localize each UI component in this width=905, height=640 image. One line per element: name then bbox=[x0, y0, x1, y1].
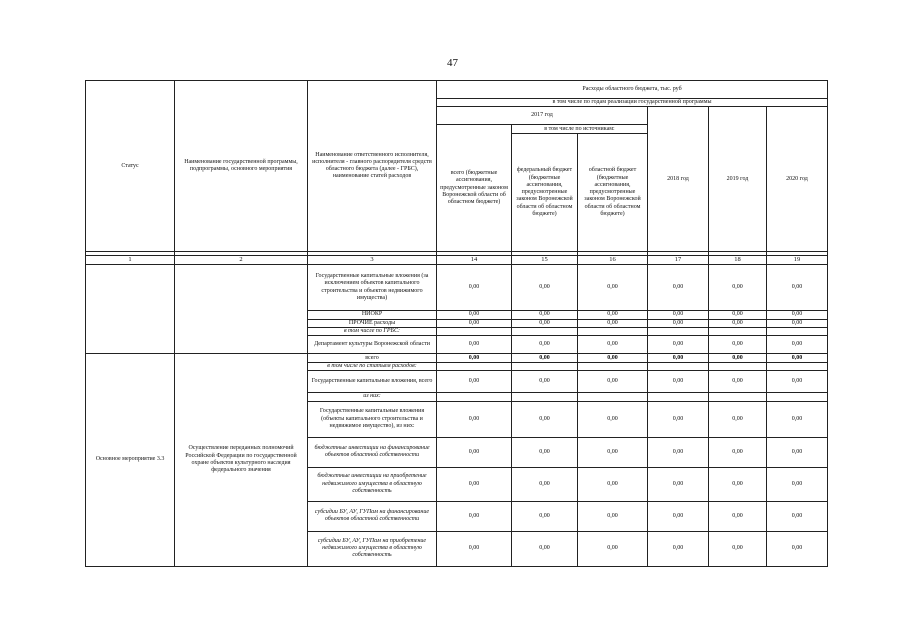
value-cell: 0,00 bbox=[709, 371, 767, 393]
table-row bbox=[86, 354, 828, 363]
value-cell: 0,00 bbox=[437, 336, 512, 354]
value-cell: 0,00 bbox=[578, 531, 648, 566]
value-cell: 0,00 bbox=[767, 311, 828, 319]
column-number: 18 bbox=[709, 256, 767, 265]
value-cell: 0,00 bbox=[578, 437, 648, 467]
value-cell bbox=[767, 393, 828, 401]
value-cell: 0,00 bbox=[709, 401, 767, 437]
value-cell: 0,00 bbox=[578, 319, 648, 327]
header-federal: федеральный бюджет (бюджетные ассигнования, предусмотренные законом Воронежской области об областном бюджете) bbox=[512, 134, 578, 252]
value-cell: 0,00 bbox=[578, 467, 648, 501]
value-cell: 0,00 bbox=[512, 354, 578, 363]
value-cell: 0,00 bbox=[578, 336, 648, 354]
value-cell: 0,00 bbox=[578, 354, 648, 363]
header-year-2017: 2017 год bbox=[437, 107, 648, 125]
value-cell bbox=[437, 363, 512, 371]
header-executor: Наименование ответственного исполнителя, исполнителя - главного распорядителя средств областного бюджета (далее - ГРБС), наименование статей расходов bbox=[308, 81, 437, 252]
column-number: 2 bbox=[175, 256, 308, 265]
budget-table bbox=[85, 80, 828, 567]
event-status: Основное мероприятие 3.3 bbox=[86, 354, 175, 567]
value-cell bbox=[709, 363, 767, 371]
header-year-2018: 2018 год bbox=[648, 107, 709, 252]
value-cell bbox=[767, 363, 828, 371]
value-cell: 0,00 bbox=[437, 371, 512, 393]
expense-item-label: в том числе по статьям расходов: bbox=[308, 363, 437, 371]
value-cell bbox=[512, 393, 578, 401]
value-cell: 0,00 bbox=[648, 531, 709, 566]
value-cell: 0,00 bbox=[512, 437, 578, 467]
header-program-name: Наименование государственной программы, подпрограммы, основного мероприятия bbox=[175, 81, 308, 252]
value-cell: 0,00 bbox=[512, 265, 578, 311]
value-cell: 0,00 bbox=[709, 265, 767, 311]
value-cell: 0,00 bbox=[767, 501, 828, 531]
header-by-years: в том числе по годам реализации государственной программы bbox=[437, 99, 828, 107]
column-number: 15 bbox=[512, 256, 578, 265]
value-cell bbox=[578, 327, 648, 335]
value-cell: 0,00 bbox=[767, 371, 828, 393]
value-cell: 0,00 bbox=[648, 467, 709, 501]
value-cell: 0,00 bbox=[709, 531, 767, 566]
header-expenses: Расходы областного бюджета, тыс. руб bbox=[437, 81, 828, 99]
value-cell: 0,00 bbox=[648, 319, 709, 327]
header-year-2020: 2020 год bbox=[767, 107, 828, 252]
value-cell: 0,00 bbox=[512, 401, 578, 437]
column-number: 16 bbox=[578, 256, 648, 265]
column-number-row bbox=[86, 256, 828, 265]
value-cell bbox=[437, 327, 512, 335]
value-cell: 0,00 bbox=[767, 354, 828, 363]
value-cell: 0,00 bbox=[767, 531, 828, 566]
value-cell: 0,00 bbox=[437, 311, 512, 319]
value-cell: 0,00 bbox=[648, 336, 709, 354]
name-cell-empty bbox=[175, 265, 308, 354]
event-name: Осуществление переданных полномочий Российской Федерации по государственной охране объектов культурного наследия федерального значения bbox=[175, 354, 308, 567]
value-cell: 0,00 bbox=[767, 265, 828, 311]
value-cell: 0,00 bbox=[437, 501, 512, 531]
value-cell: 0,00 bbox=[437, 354, 512, 363]
value-cell: 0,00 bbox=[709, 354, 767, 363]
value-cell bbox=[648, 363, 709, 371]
value-cell bbox=[512, 363, 578, 371]
value-cell: 0,00 bbox=[767, 467, 828, 501]
value-cell: 0,00 bbox=[437, 467, 512, 501]
value-cell: 0,00 bbox=[709, 437, 767, 467]
column-number: 3 bbox=[308, 256, 437, 265]
value-cell bbox=[648, 393, 709, 401]
value-cell: 0,00 bbox=[437, 401, 512, 437]
column-number: 17 bbox=[648, 256, 709, 265]
value-cell: 0,00 bbox=[578, 401, 648, 437]
column-number: 14 bbox=[437, 256, 512, 265]
value-cell: 0,00 bbox=[437, 319, 512, 327]
value-cell: 0,00 bbox=[512, 531, 578, 566]
value-cell: 0,00 bbox=[767, 437, 828, 467]
expense-item-label: НИОКР bbox=[308, 311, 437, 319]
value-cell: 0,00 bbox=[648, 501, 709, 531]
value-cell bbox=[767, 327, 828, 335]
value-cell: 0,00 bbox=[709, 319, 767, 327]
value-cell: 0,00 bbox=[709, 311, 767, 319]
value-cell: 0,00 bbox=[512, 311, 578, 319]
value-cell: 0,00 bbox=[648, 311, 709, 319]
value-cell: 0,00 bbox=[578, 501, 648, 531]
value-cell bbox=[709, 327, 767, 335]
value-cell bbox=[437, 393, 512, 401]
expense-item-label: Государственные капитальные вложения (объекты капитального строительства и недвижимое имущество), из них: bbox=[308, 401, 437, 437]
column-number: 1 bbox=[86, 256, 175, 265]
header-total: всего (бюджетные ассигнования, предусмотренные законом Воронежской области об областном бюджете) bbox=[437, 125, 512, 252]
status-cell-empty bbox=[86, 265, 175, 354]
header-regional: областной бюджет (бюджетные ассигнования, предусмотренные законом Воронежской области об областном бюджете) bbox=[578, 134, 648, 252]
value-cell: 0,00 bbox=[709, 336, 767, 354]
value-cell: 0,00 bbox=[437, 437, 512, 467]
value-cell: 0,00 bbox=[512, 371, 578, 393]
expense-item-label: ПРОЧИЕ расходы bbox=[308, 319, 437, 327]
value-cell: 0,00 bbox=[767, 401, 828, 437]
value-cell: 0,00 bbox=[648, 265, 709, 311]
header-year-2019: 2019 год bbox=[709, 107, 767, 252]
value-cell: 0,00 bbox=[512, 467, 578, 501]
header-by-sources: в том числе по источникам: bbox=[512, 125, 648, 134]
value-cell: 0,00 bbox=[648, 437, 709, 467]
value-cell bbox=[648, 327, 709, 335]
column-number: 19 bbox=[767, 256, 828, 265]
expense-item-label: всего bbox=[308, 354, 437, 363]
value-cell: 0,00 bbox=[648, 371, 709, 393]
expense-item-label: Государственные капитальные вложения, всего bbox=[308, 371, 437, 393]
value-cell: 0,00 bbox=[709, 501, 767, 531]
value-cell: 0,00 bbox=[512, 319, 578, 327]
value-cell: 0,00 bbox=[512, 501, 578, 531]
expense-item-label: субсидии БУ, АУ, ГУПам на финансирование объектов областной собственности bbox=[308, 501, 437, 531]
value-cell: 0,00 bbox=[437, 531, 512, 566]
value-cell bbox=[512, 327, 578, 335]
value-cell: 0,00 bbox=[437, 265, 512, 311]
value-cell: 0,00 bbox=[648, 354, 709, 363]
value-cell: 0,00 bbox=[767, 319, 828, 327]
expense-item-label: Департамент культуры Воронежской области bbox=[308, 336, 437, 354]
value-cell: 0,00 bbox=[709, 467, 767, 501]
expense-item-label: в том числе по ГРБС: bbox=[308, 327, 437, 335]
value-cell bbox=[578, 363, 648, 371]
expense-item-label: бюджетные инвестиции на приобретение недвижимого имущества в областную собственность bbox=[308, 467, 437, 501]
expense-item-label: из них: bbox=[308, 393, 437, 401]
header-status: Статус bbox=[86, 81, 175, 252]
value-cell: 0,00 bbox=[578, 371, 648, 393]
table-row bbox=[86, 265, 828, 311]
value-cell: 0,00 bbox=[578, 265, 648, 311]
value-cell: 0,00 bbox=[648, 401, 709, 437]
expense-item-label: бюджетные инвестиции на финансирование объектов областной собственности bbox=[308, 437, 437, 467]
value-cell: 0,00 bbox=[767, 336, 828, 354]
value-cell: 0,00 bbox=[578, 311, 648, 319]
value-cell bbox=[578, 393, 648, 401]
page-number: 47 bbox=[447, 57, 458, 69]
value-cell: 0,00 bbox=[512, 336, 578, 354]
expense-item-label: Государственные капитальные вложения (за исключением объектов капитального строительства и объектов недвижимого имущества) bbox=[308, 265, 437, 311]
value-cell bbox=[709, 393, 767, 401]
expense-item-label: субсидии БУ, АУ, ГУПам на приобретение недвижимого имущества в областную собственность bbox=[308, 531, 437, 566]
